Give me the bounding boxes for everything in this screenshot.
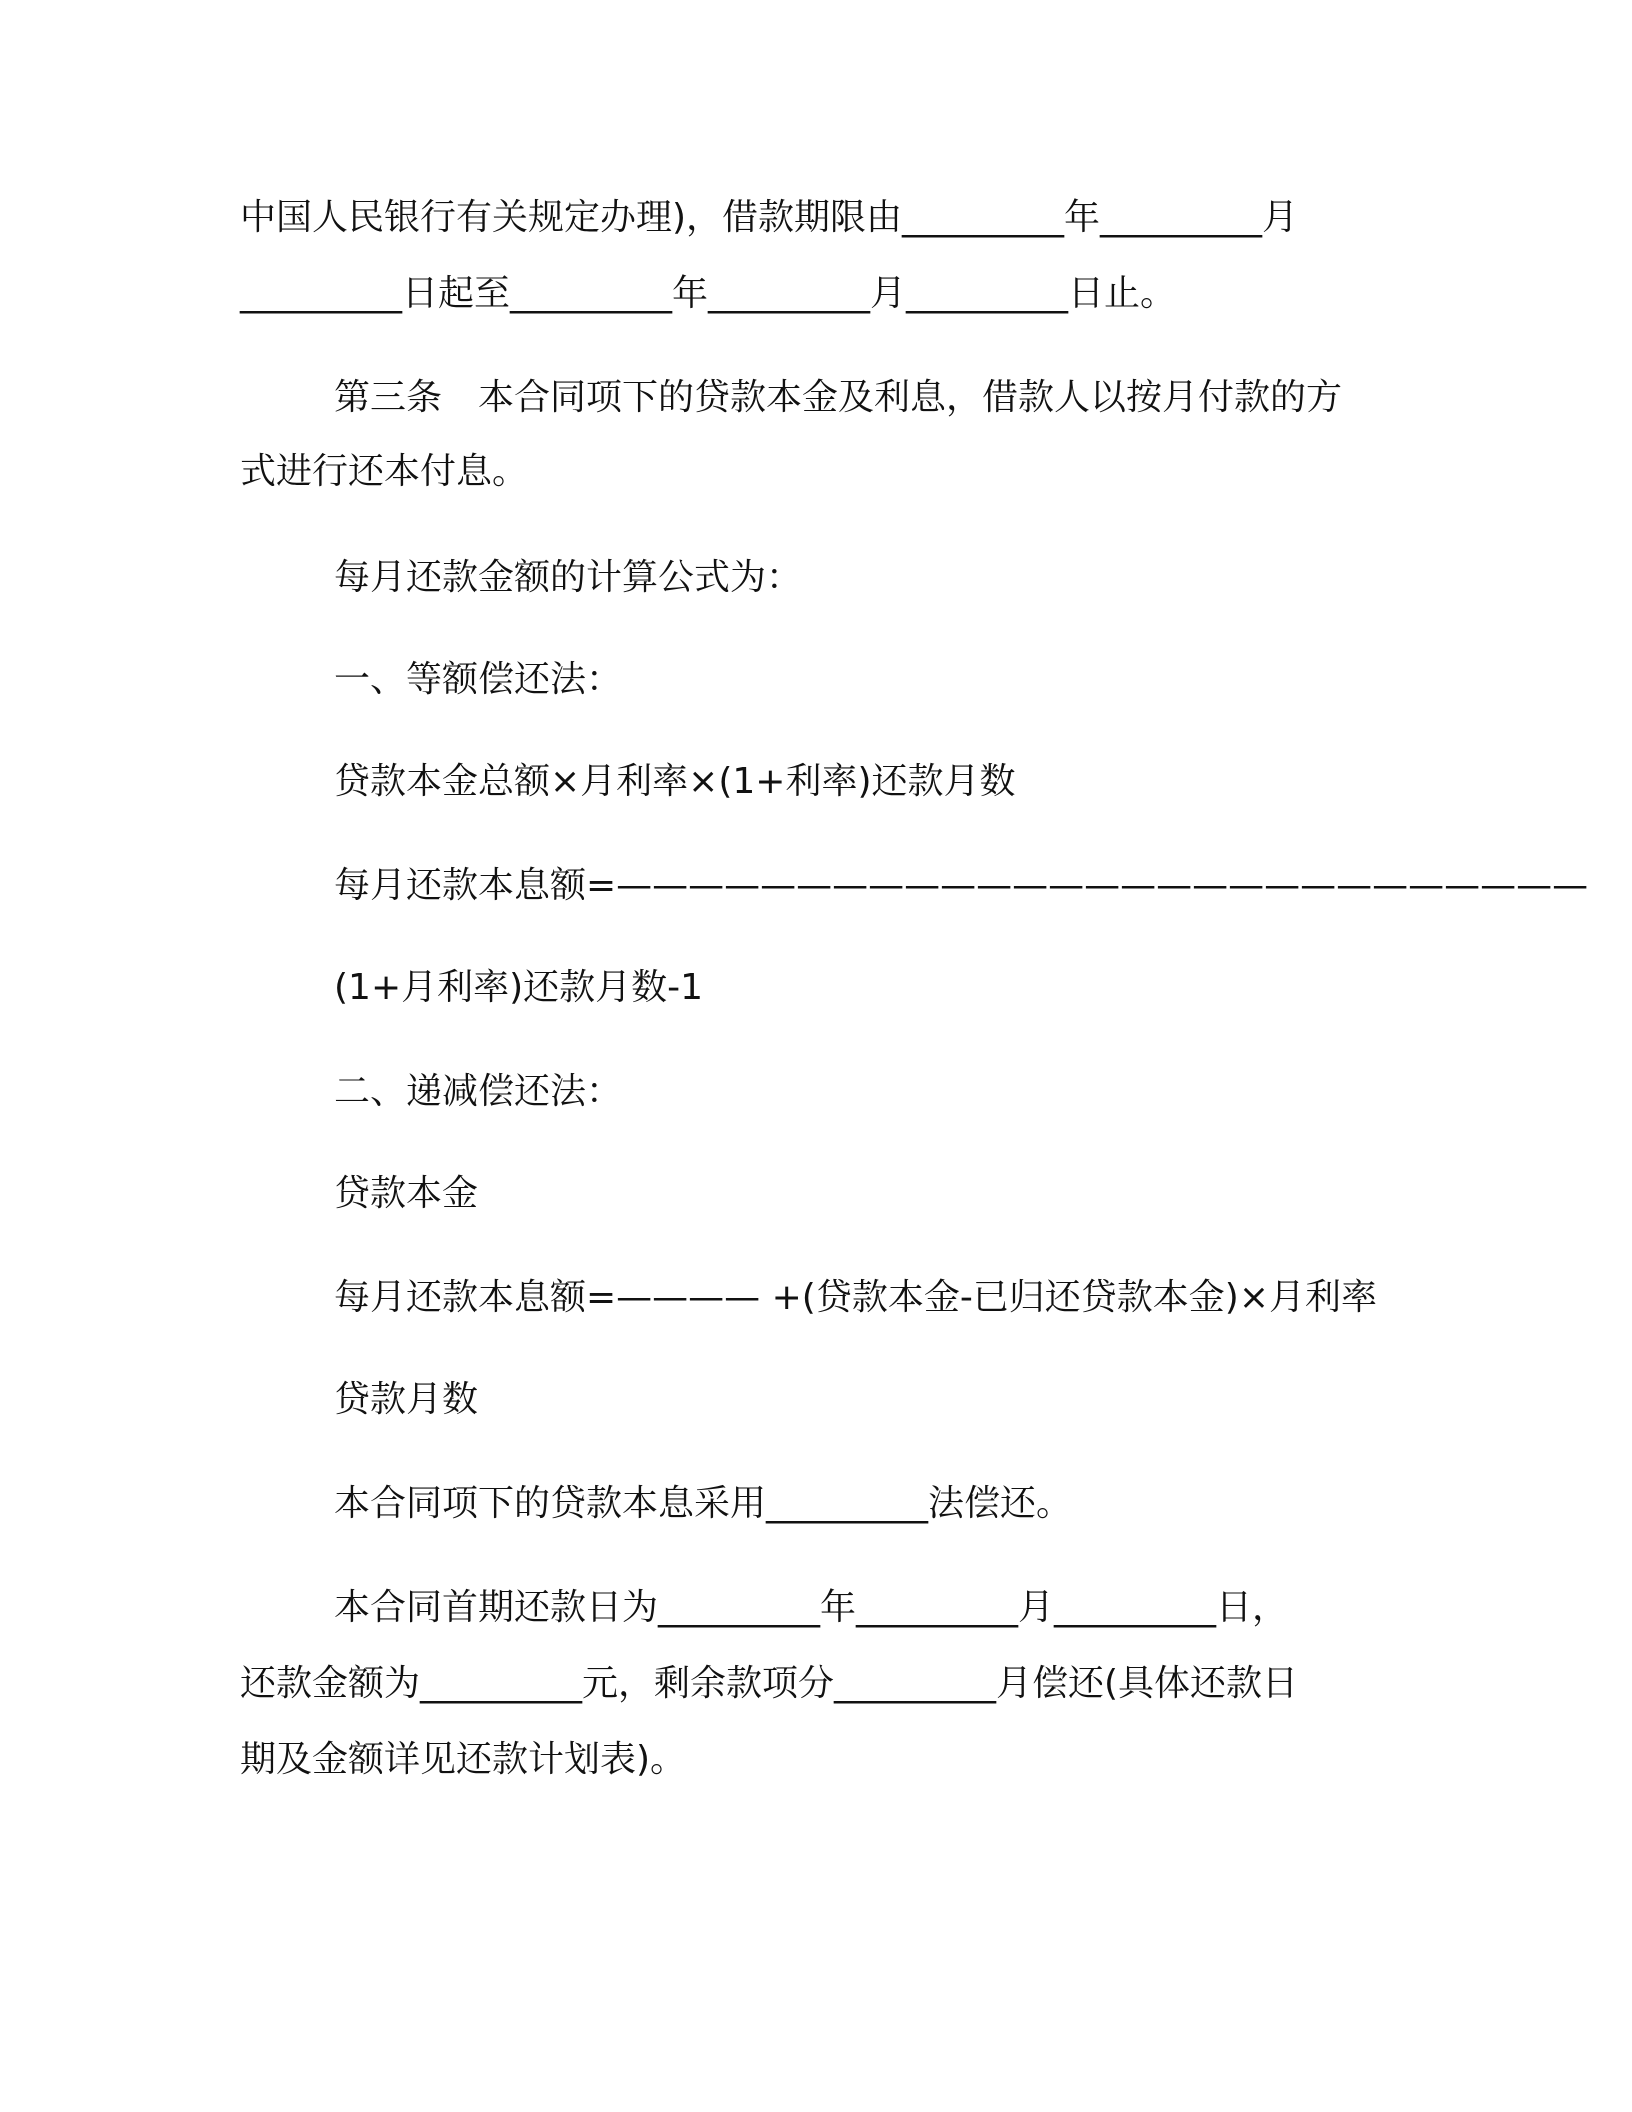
formula-2-equation: 每月还款本息额=———— +(贷款本金-已归还贷款本金)×月利率 — [334, 1277, 1378, 1318]
article-3-heading: 第三条 本合同项下的贷款本金及利息，借款人以按月付款的方 — [334, 377, 1343, 418]
first-payment-line: 本合同首期还款日为_________年_________月_________日， — [334, 1587, 1289, 1628]
formula-2-numerator: 贷款本金 — [334, 1173, 479, 1214]
repayment-method-line: 本合同项下的贷款本息采用_________法偿还。 — [334, 1483, 1073, 1524]
text-line-1: 中国人民银行有关规定办理)，借款期限由_________年_________月 — [240, 197, 1299, 238]
text-line-4: 式进行还本付息。 — [240, 451, 529, 492]
method-2-heading: 二、递减偿还法： — [334, 1071, 623, 1112]
method-1-heading: 一、等额偿还法： — [334, 659, 623, 700]
text-line-2: _________日起至_________年_________月_________日止。 — [240, 273, 1177, 314]
formula-1-numerator: 贷款本金总额×月利率×(1+利率)还款月数 — [334, 761, 1016, 802]
payment-schedule-line: 期及金额详见还款计划表)。 — [240, 1739, 687, 1780]
payment-amount-line: 还款金额为_________元，剩余款项分_________月偿还(具体还款日 — [240, 1663, 1299, 1704]
formula-intro: 每月还款金额的计算公式为： — [334, 557, 803, 598]
formula-2-denominator: 贷款月数 — [334, 1379, 479, 1420]
formula-1-denominator: (1+月利率)还款月数-1 — [334, 967, 704, 1008]
formula-1-equation: 每月还款本息额=——————————————————————————— — [334, 865, 1589, 906]
